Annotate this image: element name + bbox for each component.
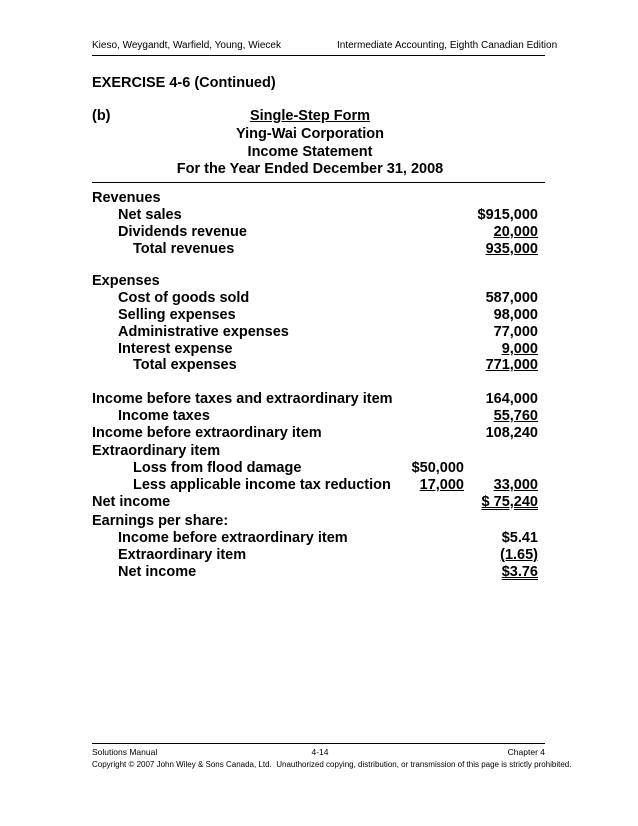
income-before-extra-value: 108,240 xyxy=(485,425,538,441)
footer-copyright: Copyright © 2007 John Wiley & Sons Canada, Ltd. Unauthorized copying, distribution, or transmission of this page is strictly prohibited. xyxy=(92,760,572,769)
revenues-label: Revenues xyxy=(92,190,161,206)
tax-reduction-value: 17,000 xyxy=(419,477,464,493)
extraordinary-net-value: 33,000 xyxy=(493,477,538,493)
income-taxes-label: Income taxes xyxy=(118,408,210,424)
part-label: (b) xyxy=(92,108,111,124)
expenses-label: Expenses xyxy=(92,273,160,289)
income-before-taxes-label: Income before taxes and extraordinary item xyxy=(92,391,393,407)
exercise-title: EXERCISE 4-6 (Continued) xyxy=(92,75,276,91)
eps-extra-value: (1.65) xyxy=(500,547,538,563)
income-before-extra-label: Income before extraordinary item xyxy=(92,425,322,441)
selling-label: Selling expenses xyxy=(118,307,236,323)
statement-company: Ying-Wai Corporation xyxy=(236,126,384,142)
footer-page: 4-14 xyxy=(311,747,329,757)
footer-chapter: Chapter 4 xyxy=(507,747,545,757)
eps-before-extra-label: Income before extraordinary item xyxy=(118,530,348,546)
income-taxes-value: 55,760 xyxy=(493,408,538,424)
total-expenses-label: Total expenses xyxy=(133,357,237,373)
extraordinary-label: Extraordinary item xyxy=(92,443,221,459)
net-income-value: $ 75,240 xyxy=(481,494,538,510)
tax-reduction-label: Less applicable income tax reduction xyxy=(133,477,391,493)
cogs-label: Cost of goods sold xyxy=(118,290,250,306)
net-sales-label: Net sales xyxy=(118,207,182,223)
footer-manual: Solutions Manual xyxy=(92,747,158,757)
footer-rule xyxy=(92,743,545,744)
admin-label: Administrative expenses xyxy=(118,324,289,340)
total-revenues-label: Total revenues xyxy=(133,241,235,257)
heading-rule xyxy=(92,182,545,183)
admin-value: 77,000 xyxy=(493,324,538,340)
eps-net-value: $3.76 xyxy=(501,564,538,580)
cogs-value: 587,000 xyxy=(485,290,538,306)
income-before-taxes-value: 164,000 xyxy=(485,391,538,407)
dividends-value: 20,000 xyxy=(493,224,538,240)
flood-loss-value: $50,000 xyxy=(411,460,464,476)
statement-form: Single-Step Form xyxy=(249,108,371,124)
dividends-label: Dividends revenue xyxy=(118,224,247,240)
eps-extra-label: Extraordinary item xyxy=(118,547,247,563)
eps-before-extra-value: $5.41 xyxy=(501,530,538,546)
net-sales-value: $915,000 xyxy=(477,207,538,223)
interest-value: 9,000 xyxy=(501,341,538,357)
net-income-label: Net income xyxy=(92,494,171,510)
eps-label: Earnings per share: xyxy=(92,513,229,529)
flood-loss-label: Loss from flood damage xyxy=(133,460,302,476)
header-authors: Kieso, Weygandt, Warfield, Young, Wiecek xyxy=(92,40,281,51)
statement-period: For the Year Ended December 31, 2008 xyxy=(176,161,444,177)
total-expenses-value: 771,000 xyxy=(485,357,538,373)
header-book-title: Intermediate Accounting, Eighth Canadian Edition xyxy=(337,40,558,51)
eps-net-label: Net income xyxy=(118,564,197,580)
total-revenues-value: 935,000 xyxy=(485,241,538,257)
selling-value: 98,000 xyxy=(493,307,538,323)
interest-label: Interest expense xyxy=(118,341,233,357)
header-rule xyxy=(92,55,545,56)
statement-name: Income Statement xyxy=(247,144,373,160)
